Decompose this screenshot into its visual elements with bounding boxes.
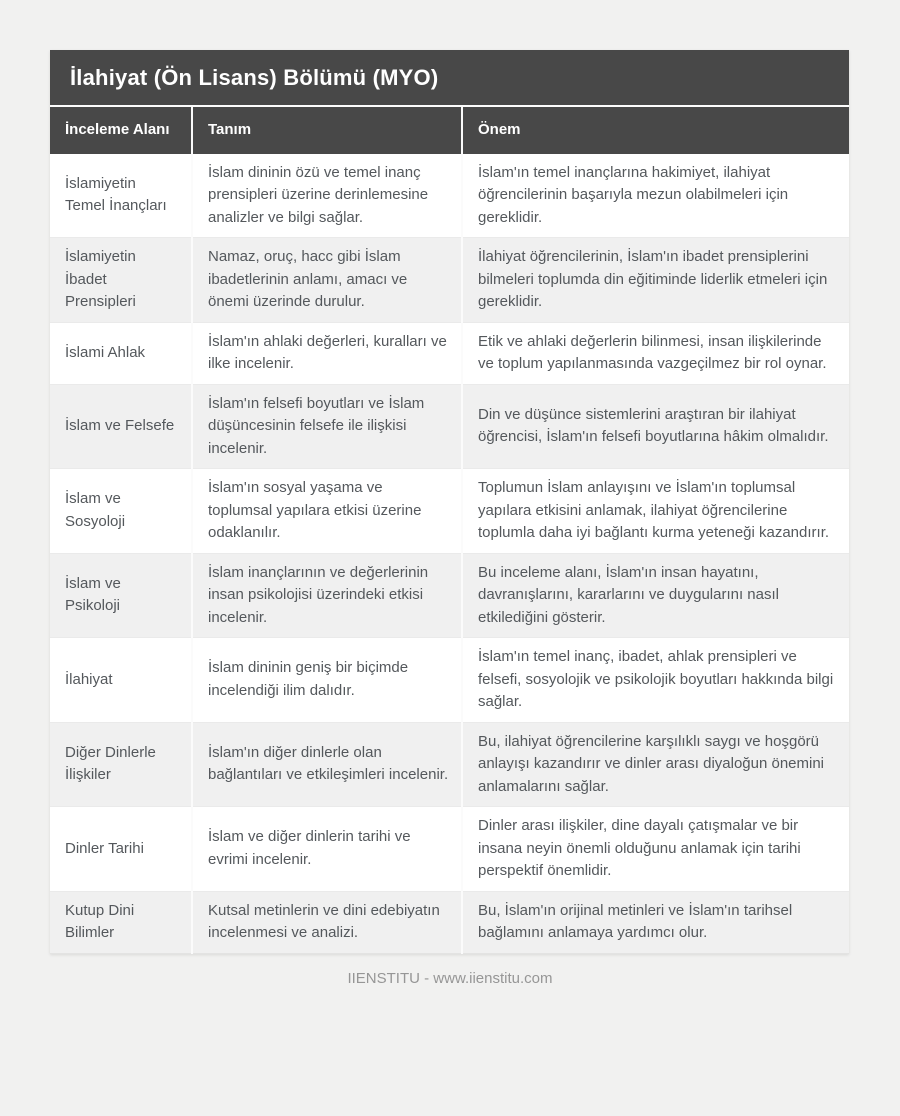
cell-tanim: İslam dininin özü ve temel inanç prensipleri üzerine derinlemesine analizler ve bilgi sağlar. [192, 154, 462, 238]
cell-inceleme-alani: Dinler Tarihi [50, 807, 192, 892]
table-body [50, 154, 849, 954]
page-title: İlahiyat (Ön Lisans) Bölümü (MYO) [50, 50, 849, 105]
table-row [50, 469, 849, 554]
table-row [50, 553, 849, 638]
cell-inceleme-alani: Kutup Dini Bilimler [50, 891, 192, 953]
cell-inceleme-alani: Diğer Dinlerle İlişkiler [50, 722, 192, 807]
footer-credit: IIENSTITU - www.iienstitu.com [347, 969, 553, 987]
cell-onem: Toplumun İslam anlayışını ve İslam'ın toplumsal yapılara etkisini anlamak, ilahiyat öğrencilerine toplumla daha iyi bağlantı kurma yeteneği kazandırır. [462, 469, 849, 554]
cell-tanim: İslam'ın sosyal yaşama ve toplumsal yapılara etkisi üzerine odaklanılır. [192, 469, 462, 554]
page [0, 50, 900, 1116]
cell-inceleme-alani: İslami Ahlak [50, 322, 192, 384]
cell-inceleme-alani: İslam ve Psikoloji [50, 553, 192, 638]
cell-onem: Dinler arası ilişkiler, dine dayalı çatışmalar ve bir insana neyin önemli olduğunu anlamak için tarihi perspektif önemlidir. [462, 807, 849, 892]
table-row [50, 384, 849, 469]
column-header-tanim: Tanım [192, 106, 462, 154]
cell-inceleme-alani: İslamiyetin Temel İnançları [50, 154, 192, 238]
table-row [50, 722, 849, 807]
cell-onem: İlahiyat öğrencilerinin, İslam'ın ibadet prensiplerini bilmeleri toplumda din eğitiminde liderlik etmeleri için gereklidir. [462, 238, 849, 323]
cell-tanim: Kutsal metinlerin ve dini edebiyatın incelenmesi ve analizi. [192, 891, 462, 953]
cell-onem: İslam'ın temel inanç, ibadet, ahlak prensipleri ve felsefi, sosyolojik ve psikolojik boyutları hakkında bilgi sağlar. [462, 638, 849, 723]
cell-tanim: İslam'ın diğer dinlerle olan bağlantıları ve etkileşimleri incelenir. [192, 722, 462, 807]
cell-inceleme-alani: İslam ve Felsefe [50, 384, 192, 469]
study-areas-table [50, 105, 849, 954]
cell-onem: Bu, ilahiyat öğrencilerine karşılıklı saygı ve hoşgörü anlayışı kazandırır ve dinler arası diyaloğun önemini anlamalarını sağlar. [462, 722, 849, 807]
cell-inceleme-alani: İslamiyetin İbadet Prensipleri [50, 238, 192, 323]
cell-onem: Etik ve ahlaki değerlerin bilinmesi, insan ilişkilerinde ve toplum yapılanmasında vazgeçilmez bir rol oynar. [462, 322, 849, 384]
table-row [50, 638, 849, 723]
cell-tanim: İslam inançlarının ve değerlerinin insan psikolojisi üzerindeki etkisi incelenir. [192, 553, 462, 638]
table-row [50, 154, 849, 238]
table-row [50, 238, 849, 323]
cell-onem: Bu, İslam'ın orijinal metinleri ve İslam'ın tarihsel bağlamını anlamaya yardımcı olur. [462, 891, 849, 953]
cell-onem: Din ve düşünce sistemlerini araştıran bir ilahiyat öğrencisi, İslam'ın felsefi boyutlarına hâkim olmalıdır. [462, 384, 849, 469]
cell-tanim: İslam'ın felsefi boyutları ve İslam düşüncesinin felsefe ile ilişkisi incelenir. [192, 384, 462, 469]
table-row [50, 322, 849, 384]
column-header-onem: Önem [462, 106, 849, 154]
cell-tanim: İslam dininin geniş bir biçimde incelendiği ilim dalıdır. [192, 638, 462, 723]
table-header [50, 106, 849, 154]
cell-tanim: İslam ve diğer dinlerin tarihi ve evrimi incelenir. [192, 807, 462, 892]
column-header-inceleme-alani: İnceleme Alanı [50, 106, 192, 154]
table-row [50, 807, 849, 892]
table-header-row [50, 106, 849, 154]
cell-inceleme-alani: İslam ve Sosyoloji [50, 469, 192, 554]
cell-inceleme-alani: İlahiyat [50, 638, 192, 723]
cell-tanim: İslam'ın ahlaki değerleri, kuralları ve ilke incelenir. [192, 322, 462, 384]
department-table-card [50, 50, 849, 954]
cell-onem: Bu inceleme alanı, İslam'ın insan hayatını, davranışlarını, kararlarını ve duygularını nasıl etkilediğini gösterir. [462, 553, 849, 638]
cell-tanim: Namaz, oruç, hacc gibi İslam ibadetlerinin anlamı, amacı ve önemi üzerinde durulur. [192, 238, 462, 323]
cell-onem: İslam'ın temel inançlarına hakimiyet, ilahiyat öğrencilerinin başarıyla mezun olabilmeleri için gereklidir. [462, 154, 849, 238]
table-row [50, 891, 849, 953]
